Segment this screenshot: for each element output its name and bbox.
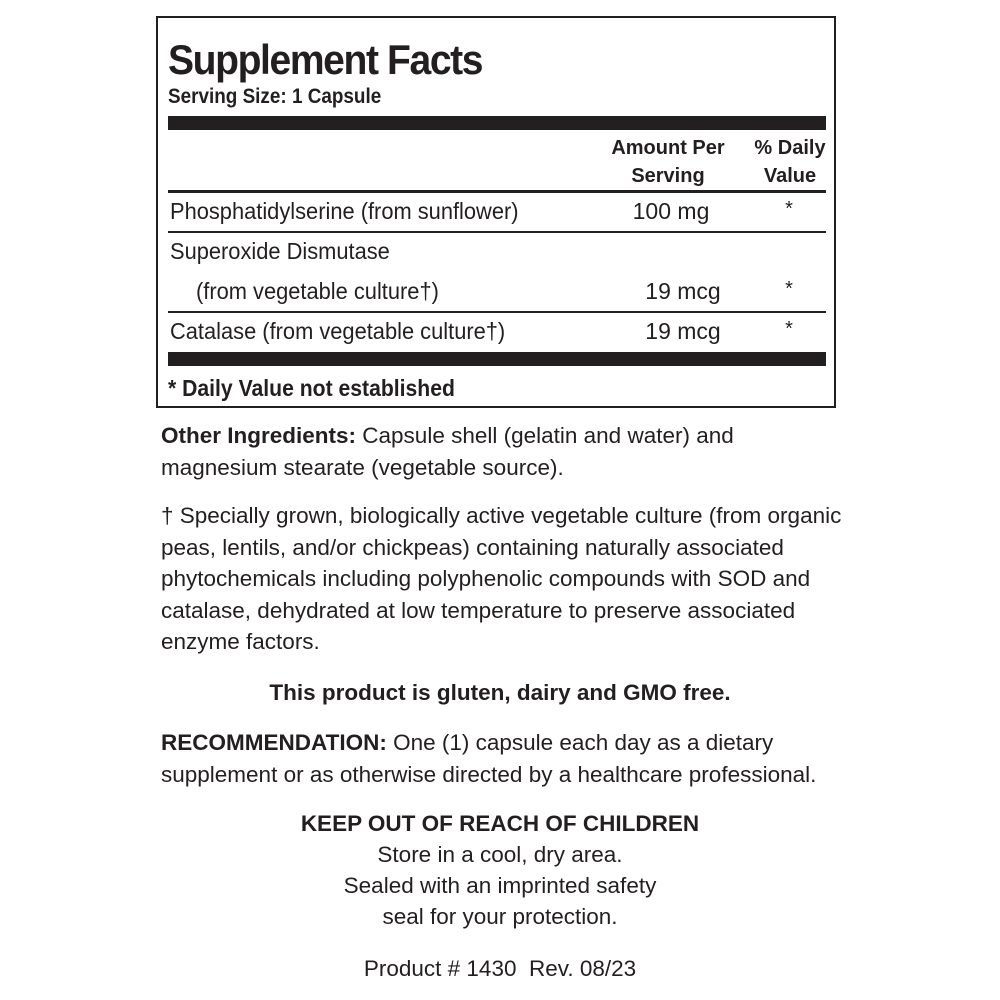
- header-rule: [168, 190, 826, 193]
- nutrient-name: Phosphatidylserine (from sunflower): [170, 198, 519, 224]
- nutrient-name: Superoxide Dismutase: [170, 238, 390, 264]
- warning-heading: KEEP OUT OF REACH OF CHILDREN: [300, 811, 700, 836]
- thick-divider-top: [168, 116, 826, 130]
- dagger-note-text: † Specially grown, biologically active vegetable culture (from organic peas, lentils, and/or chickpeas) containing naturally associated phytochemicals including polyphenolic compounds with SOD and catalase, dehydrated at low temperature to preserve associated enzyme factors.: [161, 503, 842, 654]
- dv-header-line1: % Daily: [754, 137, 826, 159]
- recommendation: [161, 727, 841, 790]
- nutrient-amount: 19 mcg: [645, 318, 721, 344]
- nutrient-dv: *: [785, 318, 793, 340]
- thick-divider-bottom: [168, 352, 826, 366]
- recommendation-text: One (1) capsule each day as a dietary supplement or as otherwise directed by a healthcare professional.: [161, 730, 817, 787]
- warning-line: Store in a cool, dry area.: [377, 842, 623, 867]
- nutrient-name: Catalase (from vegetable culture†): [170, 318, 506, 344]
- row-rule: [168, 231, 826, 233]
- amount-header-line2: Serving: [631, 165, 705, 187]
- row-rule: [168, 311, 826, 313]
- serving-size: Serving Size: 1 Capsule: [168, 85, 382, 108]
- nutrient-amount: 19 mcg: [645, 278, 721, 304]
- vegetable-culture-note: [161, 500, 851, 658]
- allergen-statement: This product is gluten, dairy and GMO free.: [269, 680, 731, 705]
- storage-warning: [0, 808, 1000, 932]
- facts-title: Supplement Facts: [168, 36, 483, 83]
- amount-per-serving-header: [598, 134, 738, 190]
- other-ingredients: [161, 420, 851, 483]
- other-ingredients-label: Other Ingredients:: [161, 423, 357, 448]
- amount-header-line1: Amount Per: [611, 137, 725, 159]
- daily-value-footnote: * Daily Value not established: [168, 375, 455, 401]
- dv-header-line2: Value: [763, 165, 817, 187]
- daily-value-header: [742, 134, 838, 190]
- warning-line: seal for your protection.: [382, 904, 618, 929]
- nutrient-dv: *: [785, 198, 793, 220]
- supplement-facts-panel: [156, 16, 836, 408]
- warning-line: Sealed with an imprinted safety: [343, 873, 657, 898]
- recommendation-label: RECOMMENDATION:: [161, 730, 387, 755]
- nutrient-dv: *: [785, 278, 793, 300]
- nutrient-name-line2: (from vegetable culture†): [196, 278, 439, 304]
- product-code: Product # 1430 Rev. 08/23: [363, 956, 637, 981]
- other-ingredients-text: Capsule shell (gelatin and water) and magnesium stearate (vegetable source).: [161, 423, 734, 480]
- nutrient-amount: 100 mg: [632, 198, 710, 224]
